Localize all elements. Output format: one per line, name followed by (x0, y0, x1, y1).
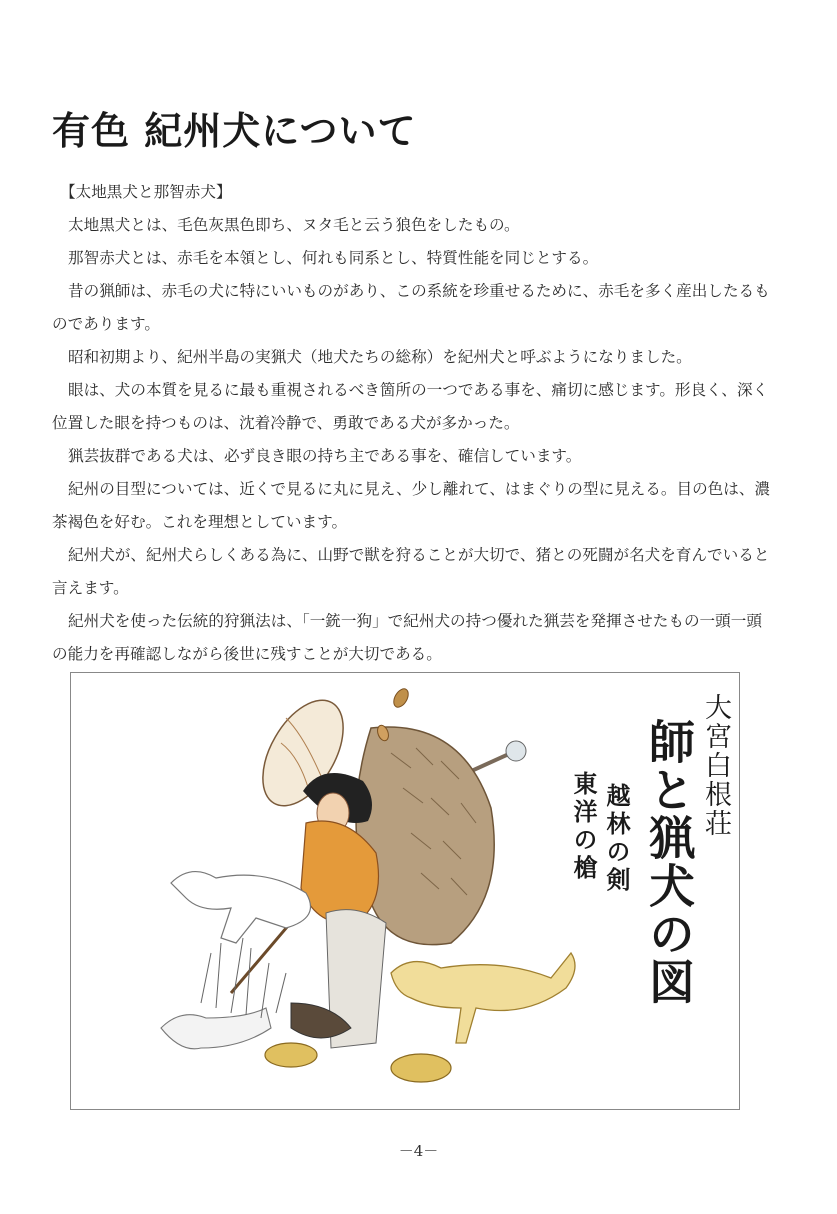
paragraph: 昔の猟師は、赤毛の犬に特にいいものがあり、この系統を珍重せるために、赤毛を多く産出したるものであります。 (52, 282, 770, 333)
paragraph: 紀州犬が、紀州犬らしくある為に、山野で獣を狩ることが大切で、猪との死闘が名犬を育んでいると言えます。 (52, 546, 770, 597)
paragraph: 猟芸抜群である犬は、必ず良き眼の持ち主である事を、確信しています。 (68, 447, 582, 465)
paragraph: 昭和初期より、紀州半島の実猟犬（地犬たちの総称）を紀州犬と呼ぶようになりました。 (68, 348, 692, 366)
section-heading: 【太地黒犬と那智赤犬】 (60, 183, 232, 201)
paragraph: 紀州犬を使った伝統的狩猟法は、「一銃一狗」で紀州犬の持つ優れた猟芸を発揮させたもの一頭一頭の能力を再確認しながら後世に残すことが大切である。 (52, 612, 762, 663)
illustration-sub-caption-spear: 東洋の槍 (569, 771, 598, 883)
illustration-title-caption: 師と猟犬の図 (642, 718, 696, 1006)
page-number: －4－ (398, 1142, 439, 1160)
paragraph: 眼は、犬の本質を見るに最も重視されるべき箇所の一つである事を、痛切に感じます。形良く、深く位置した眼を持つものは、沈着冷静で、勇敢である犬が多かった。 (52, 381, 769, 432)
illustration-place-caption: 大宮白根荘 (700, 693, 731, 838)
paragraph: 那智赤犬とは、赤毛を本領とし、何れも同系とし、特質性能を同じとする。 (68, 249, 599, 267)
article-body (52, 176, 772, 671)
paragraph: 太地黒犬とは、毛色灰黒色即ち、ヌタ毛と云う狼色をしたもの。 (68, 216, 520, 234)
paragraph: 紀州の目型については、近くで見るに丸に見え、少し離れて、はまぐりの型に見える。目の色は、濃茶褐色を好む。これを理想としています。 (52, 480, 771, 531)
page-title: 有色 紀州犬について (52, 109, 417, 153)
illustration-sub-caption-sword: 越林の剣 (602, 783, 631, 895)
hunter-and-dog-illustration (70, 672, 740, 1110)
